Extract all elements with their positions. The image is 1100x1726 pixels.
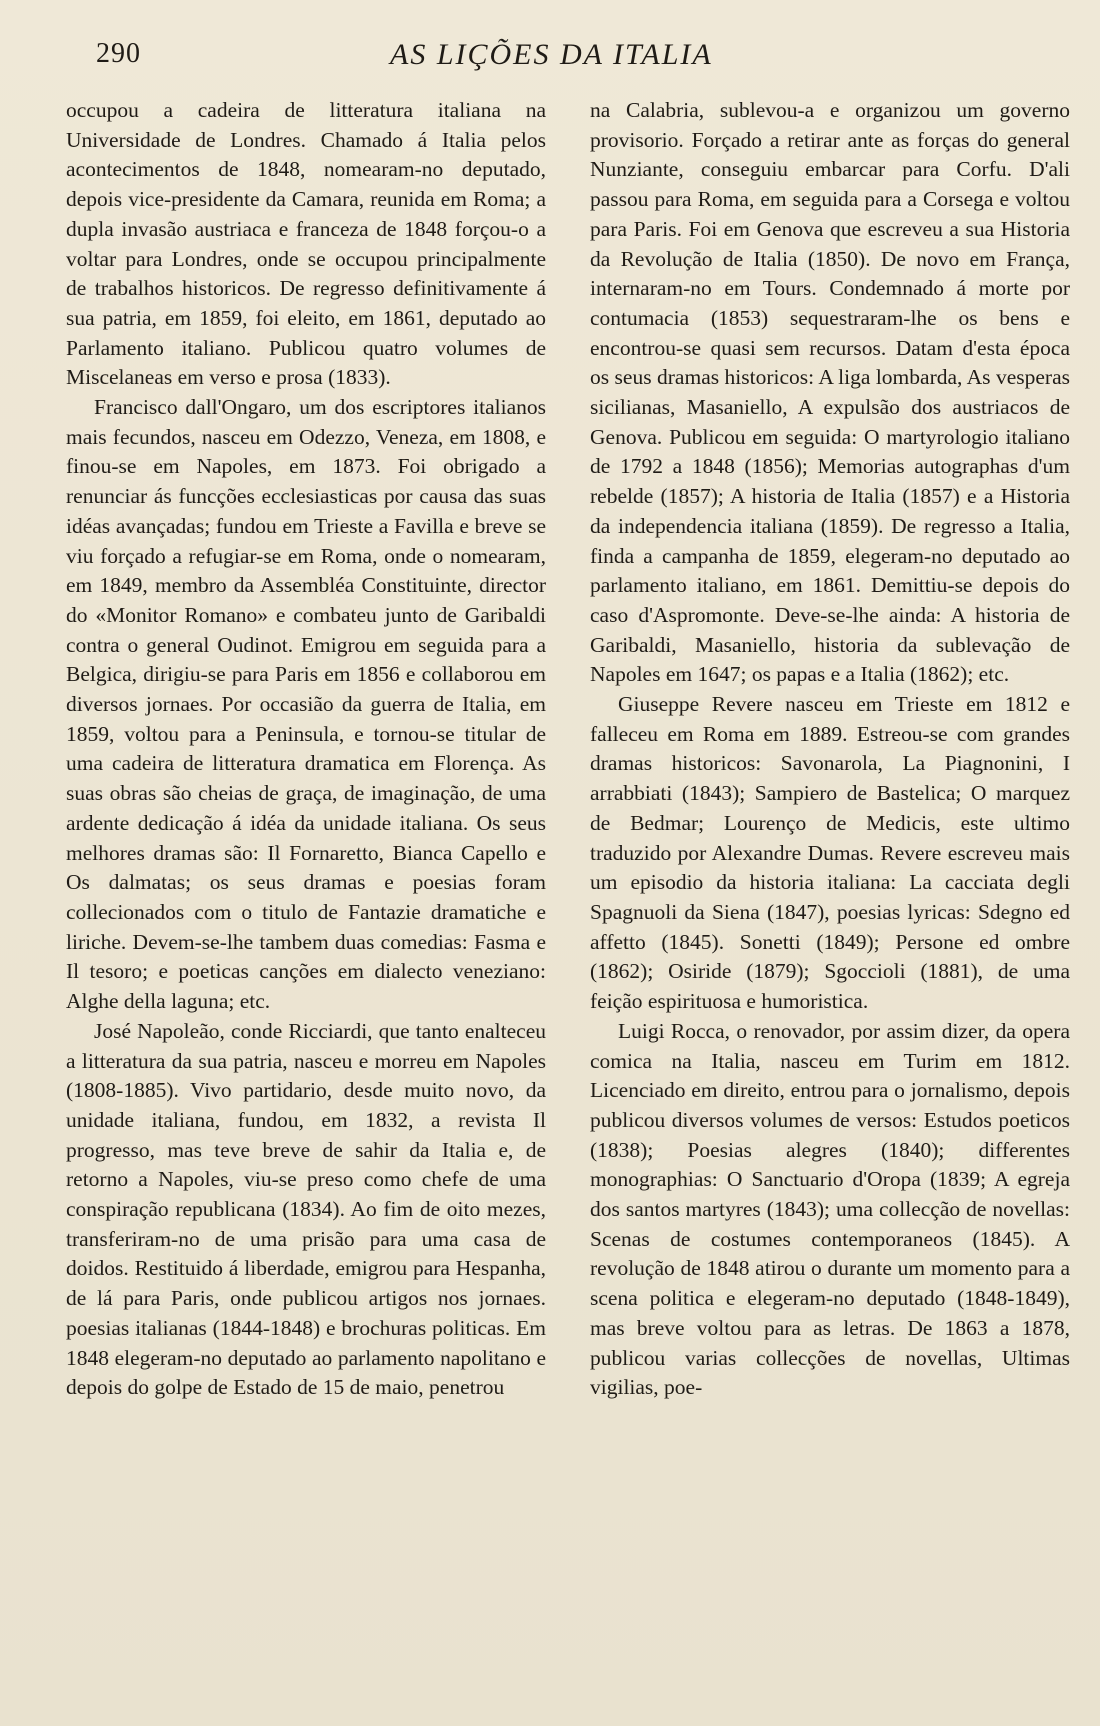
- left-column: [66, 96, 546, 1403]
- paragraph-dall-ongaro: Francisco dall'Ongaro, um dos escriptores italianos mais fecundos, nasceu em Odezzo, Veneza, em 1808, e finou-se em Napoles, em 1873. Foi obrigado a renunciar ás funcções ecclesiasticas por causa das suas idéas avançadas; fundou em Trieste a Favilla e breve se viu forçado a refugiar-se em Roma, onde o nomearam, em 1849, membro da Assembléa Constituinte, director do «Monitor Romano» e combateu junto de Garibaldi contra o general Oudinot. Emigrou em seguida para a Belgica, dirigiu-se para Paris em 1856 e collaborou em diversos jornaes. Por occasião da guerra de Italia, em 1859, voltou para a Peninsula, e tornou-se titular de uma cadeira de litteratura dramatica em Florença. As suas obras são cheias de graça, de imaginação, de uma ardente dedicação á idéa da unidade italiana. Os seus melhores dramas são: Il Fornaretto, Bianca Capello e Os dalmatas; os seus dramas e poesias foram collecionados com o titulo de Fantazie dramatiche e liriche. Devem-se-lhe tambem duas comedias: Fasma e Il tesoro; e poeticas canções em dialecto veneziano: Alghe della laguna; etc.: [66, 395, 546, 1014]
- page-header: [90, 38, 1070, 78]
- paragraph-mazzini-continuation: occupou a cadeira de litteratura italiana na Universidade de Londres. Chamado á Italia pelos acontecimentos de 1848, nomearam-no deputado, depois vice-presidente da Camara, reunida em Roma; a dupla invasão austriaca e franceza de 1848 forçou-o a voltar para Londres, onde se occupou principalmente de trabalhos historicos. De regresso definitivamente á sua patria, em 1859, foi eleito, em 1861, deputado ao Parlamento italiano. Publicou quatro volumes de Miscelaneas em verso e prosa (1833).: [66, 98, 546, 390]
- page-number: 290: [96, 38, 141, 69]
- right-column: [590, 96, 1070, 1403]
- paragraph-rocca: Luigi Rocca, o renovador, por assim dizer, da opera comica na Italia, nasceu em Turim em 1812. Licenciado em direito, entrou para o jornalismo, depois publicou diversos volumes de versos: Estudos poeticos (1838); Poesias alegres (1840); differentes monographias: O Sanctuario d'Oropa (1839; A egreja dos santos martyres (1843); uma collecção de novellas: Scenas de costumes contemporaneos (1845). A revolução de 1848 atirou o durante um momento para a scena politica e elegeram-no deputado (1848-1849), mas breve voltou para as letras. De 1863 a 1878, publicou varias collecções de novellas, Ultimas vigilias, poe-: [590, 1018, 1070, 1400]
- running-title: AS LIÇÕES DA ITALIA: [390, 38, 713, 71]
- paragraph-ricciardi: José Napoleão, conde Ricciardi, que tanto enalteceu a litteratura da sua patria, nasceu e morreu em Napoles (1808-1885). Vivo partidario, desde muito novo, da unidade italiana, fundou, em 1832, a revista Il progresso, mas teve breve de sahir da Italia e, de retorno a Napoles, viu-se preso como chefe de uma conspiração republicana (1834). Ao fim de oito mezes, transferiram-no de uma prisão para uma casa de doidos. Restituido á liberdade, emigrou para Hespanha, de lá para Paris, onde publicou artigos nos jornaes. poesias italianas (1844-1848) e brochuras politicas. Em 1848 elegeram-no deputado ao parlamento napolitano e depois do golpe de Estado de 15 de maio, penetrou: [66, 1018, 546, 1400]
- paragraph-revere: Giuseppe Revere nasceu em Trieste em 1812 e falleceu em Roma em 1889. Estreou-se com grandes dramas historicos: Savonarola, La Piagnonini, I arrabbiati (1843); Sampiero de Bastelica; O marquez de Bedmar; Lourenço de Medicis, este ultimo traduzido por Alexandre Dumas. Revere escreveu mais um episodio da historia italiana: La cacciata degli Spagnuoli da Siena (1847), poesias lyricas: Sdegno ed affetto (1845). Sonetti (1849); Persone ed ombre (1862); Osiride (1879); Sgoccioli (1881), de uma feição espirituosa e humoristica.: [590, 692, 1070, 1014]
- paragraph-ricciardi-continuation: na Calabria, sublevou-a e organizou um governo provisorio. Forçado a retirar ante as forças do general Nunziante, conseguiu embarcar para Corfu. D'ali passou para Roma, em seguida para a Corsega e voltou para Paris. Foi em Genova que escreveu a sua Historia da Revolução de Italia (1850). De novo em França, internaram-no em Tours. Condemnado á morte por contumacia (1853) sequestraram-lhe os bens e encontrou-se quasi sem recursos. Datam d'esta época os seus dramas historicos: A liga lombarda, As vesperas sicilianas, Masaniello, A expulsão dos austriacos de Genova. Publicou em seguida: O martyrologio italiano de 1792 a 1848 (1856); Memorias autographas d'um rebelde (1857); A historia de Italia (1857) e a Historia da independencia italiana (1859). De regresso a Italia, finda a campanha de 1859, elegeram-no deputado ao parlamento italiano, em 1861. Demittiu-se depois do caso d'Aspromonte. Deve-se-lhe ainda: A historia de Garibaldi, Masaniello, historia da sublevação de Napoles em 1647; os papas e a Italia (1862); etc.: [590, 98, 1070, 687]
